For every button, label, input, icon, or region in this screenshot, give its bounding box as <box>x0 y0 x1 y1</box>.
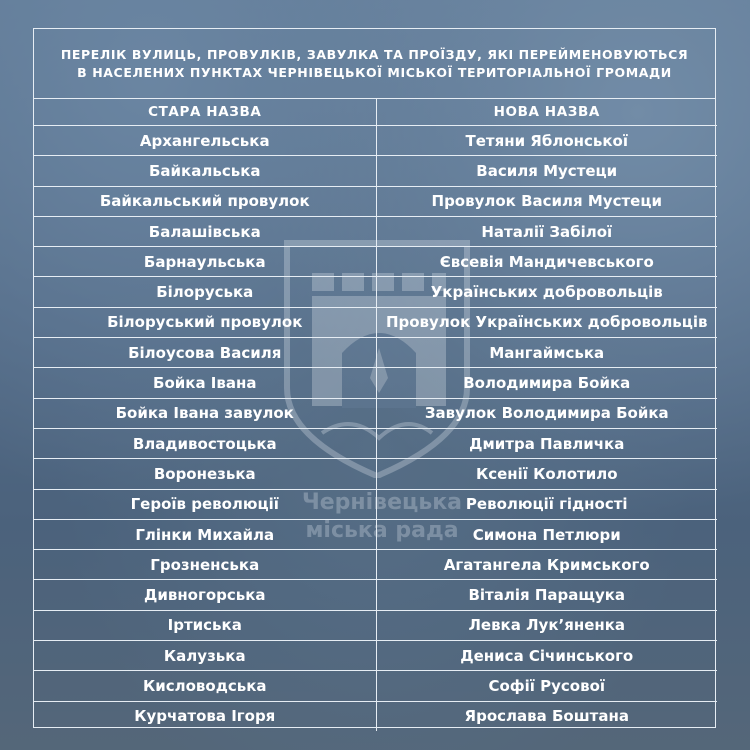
new-name-cell: Віталія Паращука <box>376 580 717 610</box>
table-row <box>34 671 717 701</box>
new-name-cell: Володимира Бойка <box>376 368 717 398</box>
column-header-old-name: СТАРА НАЗВА <box>34 99 376 126</box>
column-header-new-name: НОВА НАЗВА <box>376 99 717 126</box>
title-line-2: В НАСЕЛЕНИХ ПУНКТАХ ЧЕРНІВЕЦЬКОЇ МІСЬКОЇ ТЕРИТОРІАЛЬНОЇ ГРОМАДИ <box>77 64 672 80</box>
new-name-cell: Євсевія Мандичевського <box>376 247 717 277</box>
new-name-cell: Василя Мустеци <box>376 156 717 186</box>
table-row <box>34 701 717 731</box>
title-line-1: ПЕРЕЛІК ВУЛИЦЬ, ПРОВУЛКІВ, ЗАВУЛКА ТА ПРОЇЗДУ, ЯКІ ПЕРЕЙМЕНОВУЮТЬСЯ <box>60 46 689 62</box>
old-name-cell: Глінки Михайла <box>34 519 376 549</box>
table-row <box>34 459 717 489</box>
table-header-row <box>34 99 717 126</box>
table-row <box>34 277 717 307</box>
table-row <box>34 186 717 216</box>
new-name-cell: Мангаймська <box>376 338 717 368</box>
new-name-cell: Агатангела Кримського <box>376 550 717 580</box>
table-row <box>34 580 717 610</box>
new-name-cell: Дениса Січинського <box>376 641 717 671</box>
new-name-cell: Симона Петлюри <box>376 519 717 549</box>
old-name-cell: Іртиська <box>34 610 376 640</box>
new-name-cell: Українських добровольців <box>376 277 717 307</box>
street-renaming-table <box>34 99 717 731</box>
old-name-cell: Курчатова Ігоря <box>34 701 376 731</box>
old-name-cell: Дивногорська <box>34 580 376 610</box>
old-name-cell: Білоруська <box>34 277 376 307</box>
table-row <box>34 368 717 398</box>
watermark-line1: Чернівецька <box>301 490 463 515</box>
new-name-cell: Ксенії Колотило <box>376 459 717 489</box>
renaming-table-frame <box>33 28 716 728</box>
new-name-cell: Ярослава Боштана <box>376 701 717 731</box>
old-name-cell: Бойка Івана <box>34 368 376 398</box>
table-row <box>34 216 717 246</box>
old-name-cell: Байкальський провулок <box>34 186 376 216</box>
page-title <box>34 29 715 99</box>
new-name-cell: Левка Лук’яненка <box>376 610 717 640</box>
old-name-cell: Архангельська <box>34 126 376 156</box>
table-row <box>34 338 717 368</box>
table-row <box>34 550 717 580</box>
table-row <box>34 489 717 519</box>
old-name-cell: Балашівська <box>34 216 376 246</box>
old-name-cell: Бойка Івана завулок <box>34 398 376 428</box>
old-name-cell: Байкальська <box>34 156 376 186</box>
table-row <box>34 398 717 428</box>
table-row <box>34 126 717 156</box>
old-name-cell: Білоусова Василя <box>34 338 376 368</box>
old-name-cell: Грозненська <box>34 550 376 580</box>
old-name-cell: Воронезька <box>34 459 376 489</box>
new-name-cell: Провулок Українських добровольців <box>376 307 717 337</box>
new-name-cell: Тетяни Яблонської <box>376 126 717 156</box>
new-name-cell: Провулок Василя Мустеци <box>376 186 717 216</box>
old-name-cell: Барнаульська <box>34 247 376 277</box>
old-name-cell: Владивостоцька <box>34 428 376 458</box>
new-name-cell: Наталії Забілої <box>376 216 717 246</box>
table-row <box>34 428 717 458</box>
table-row <box>34 641 717 671</box>
table-row <box>34 156 717 186</box>
watermark-line2: міська рада <box>305 518 459 543</box>
new-name-cell: Софії Русової <box>376 671 717 701</box>
old-name-cell: Калузька <box>34 641 376 671</box>
old-name-cell: Героїв революції <box>34 489 376 519</box>
new-name-cell: Дмитра Павличка <box>376 428 717 458</box>
old-name-cell: Кисловодська <box>34 671 376 701</box>
table-row <box>34 610 717 640</box>
new-name-cell: Завулок Володимира Бойка <box>376 398 717 428</box>
old-name-cell: Білоруський провулок <box>34 307 376 337</box>
table-row <box>34 247 717 277</box>
table-row <box>34 519 717 549</box>
new-name-cell: Революції гідності <box>376 489 717 519</box>
table-row <box>34 307 717 337</box>
